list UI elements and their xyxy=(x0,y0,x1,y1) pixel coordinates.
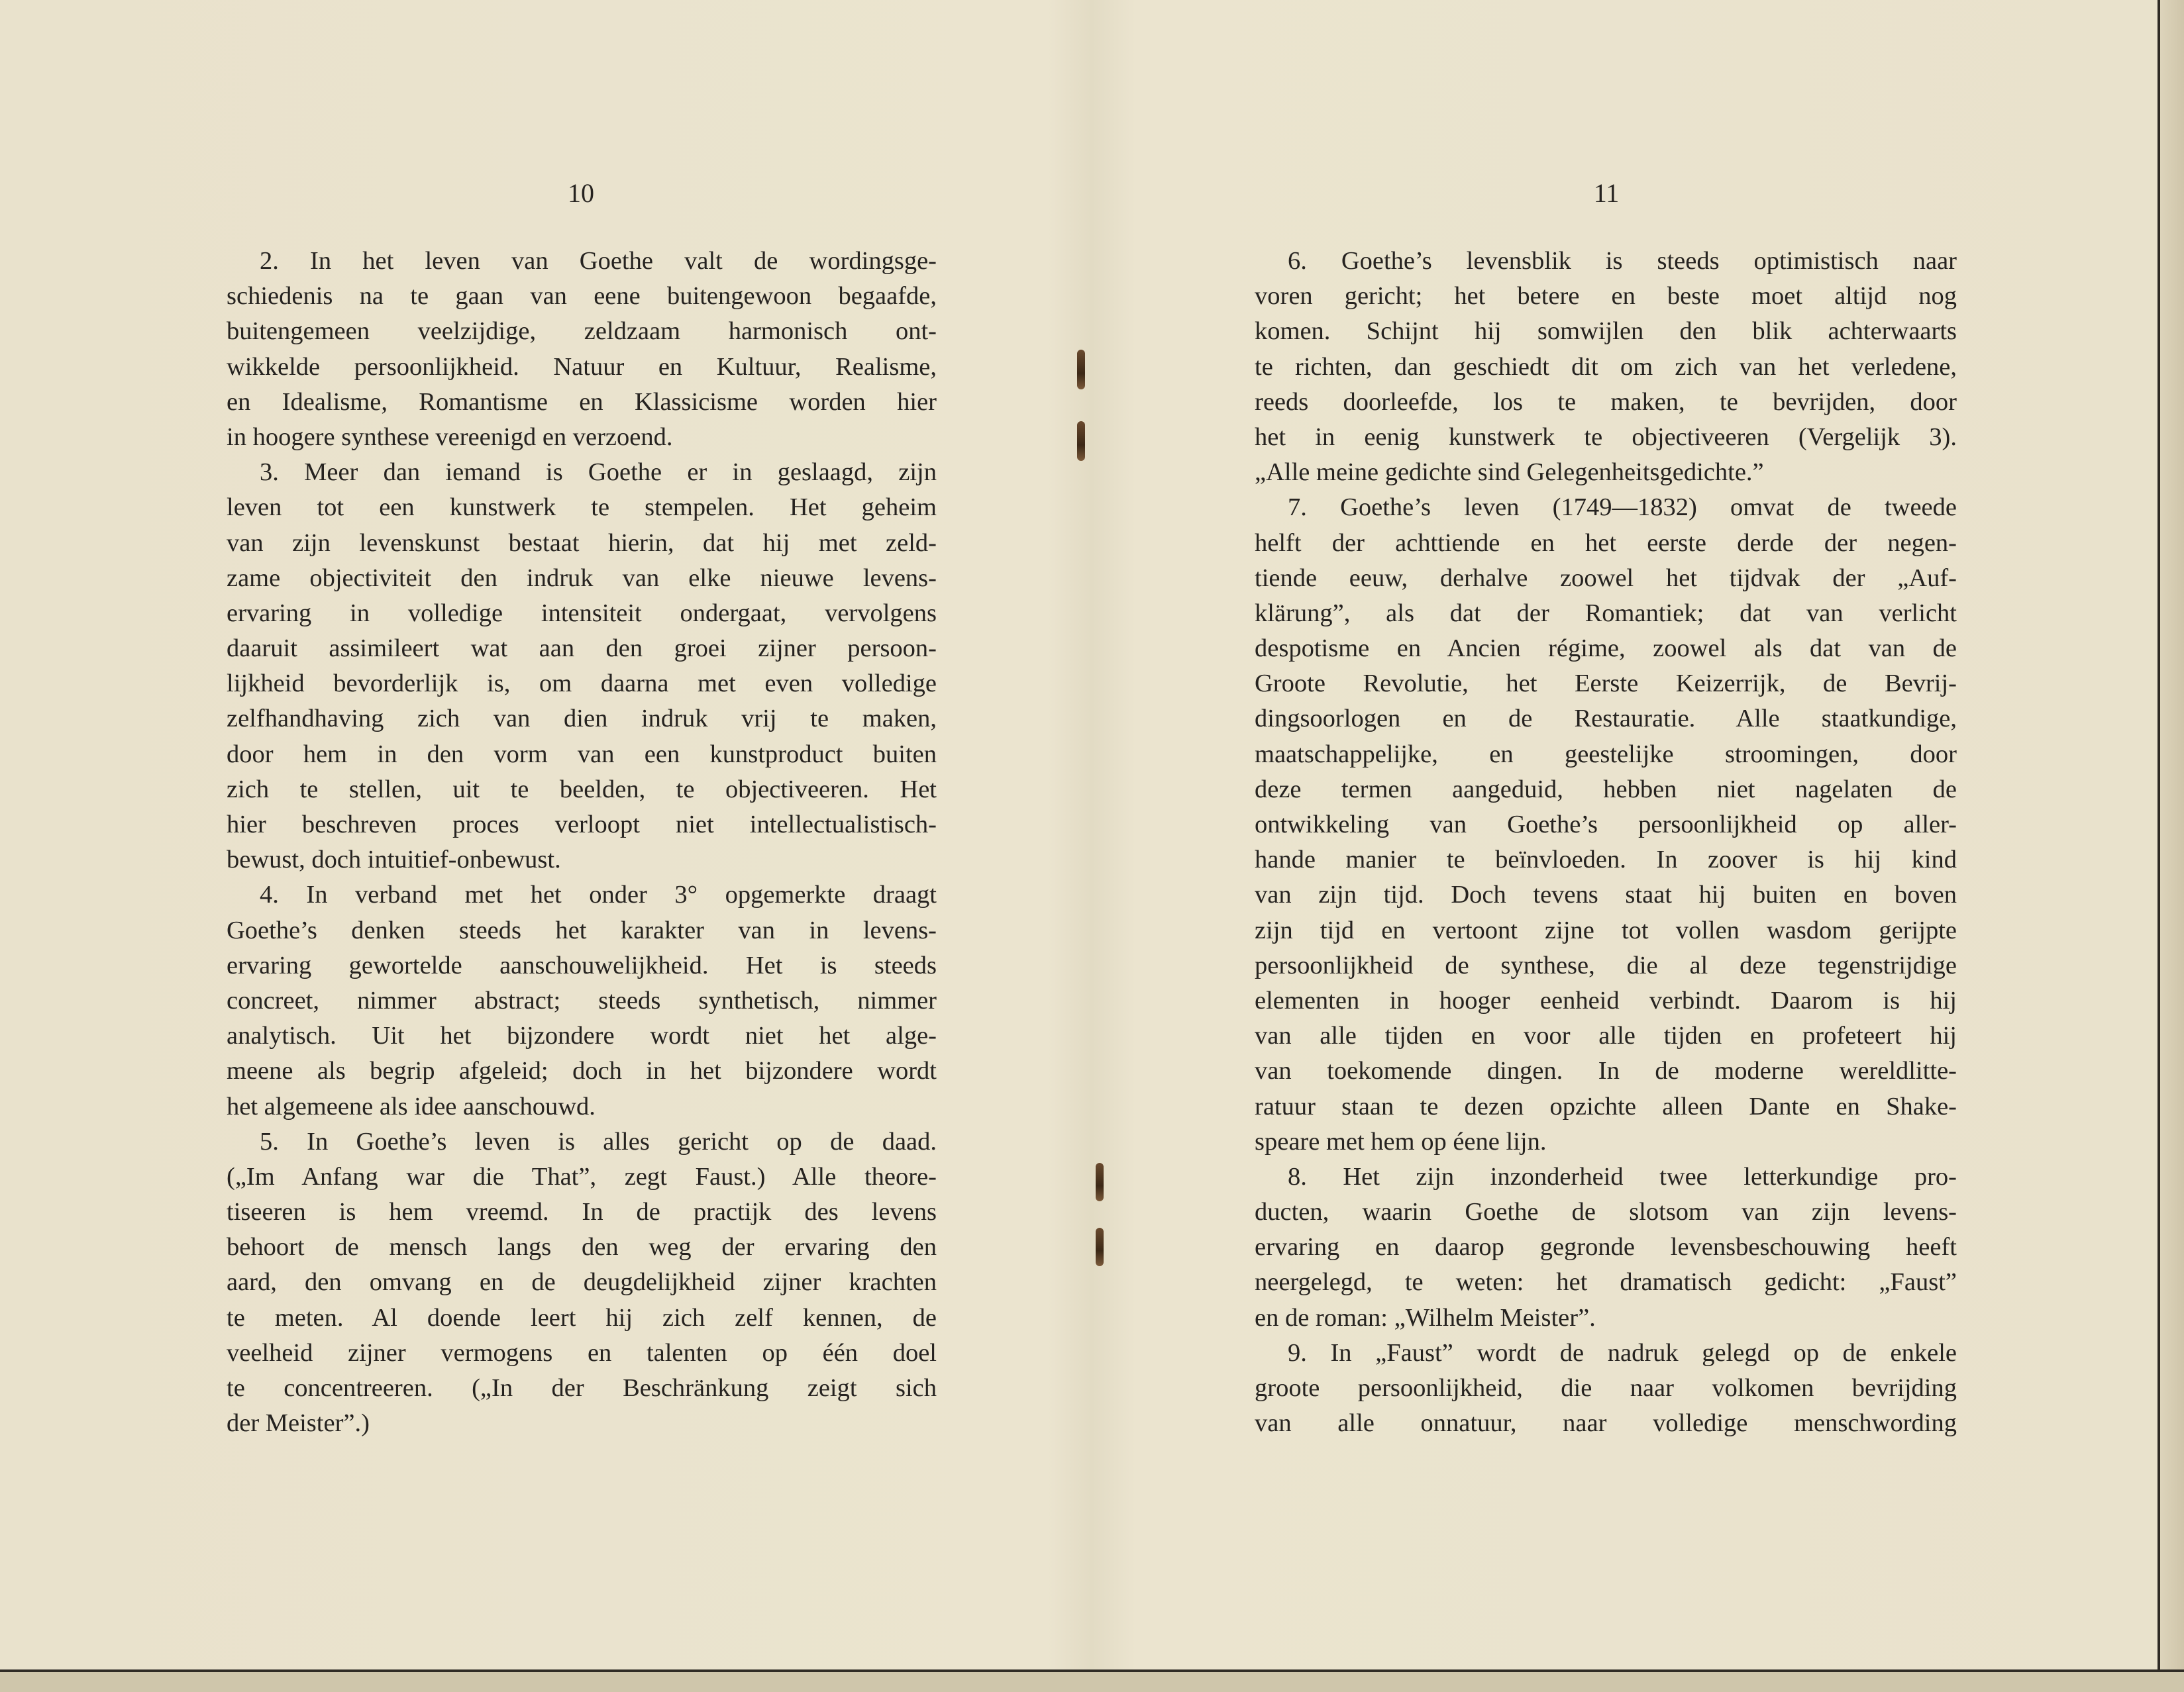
text-column xyxy=(227,244,937,1441)
text-line: tiende eeuw, derhalve zoowel het tijdvak der „Auf- xyxy=(1255,564,1957,592)
text-line: analytisch. Uit het bijzondere wordt niet het alge- xyxy=(227,1022,937,1050)
text-line: te richten, dan geschiedt dit om zich van het verledene, xyxy=(1255,352,1957,381)
text-line: en de roman: „Wilhelm Meister”. xyxy=(1255,1303,1596,1332)
text-line: en Idealisme, Romantisme en Klassicisme worden hier xyxy=(227,387,937,416)
text-line: 8. Het zijn inzonderheid twee letterkundige pro- xyxy=(1288,1162,1957,1191)
text-line: zame objectiviteit den indruk van elke nieuwe levens- xyxy=(227,564,937,592)
text-line: het in eenig kunstwerk te objectiveeren (Vergelijk 3). xyxy=(1255,423,1957,451)
text-line: in hoogere synthese vereenigd en verzoend. xyxy=(227,423,673,451)
text-line: 9. In „Faust” wordt de nadruk gelegd op de enkele xyxy=(1288,1338,1957,1367)
text-line: („Im Anfang war die That”, zegt Faust.) Alle theore- xyxy=(227,1162,937,1191)
text-line: concreet, nimmer abstract; steeds synthetisch, nimmer xyxy=(227,986,937,1015)
text-line: leven tot een kunstwerk te stempelen. Het geheim xyxy=(227,493,937,522)
text-line: neergelegd, te weten: het dramatisch gedicht: „Faust” xyxy=(1255,1268,1957,1297)
right-page xyxy=(1100,0,2159,1669)
text-line: ervaring gewortelde aanschouwelijkheid. Het is steeds xyxy=(227,951,937,979)
text-line: Goethe’s denken steeds het karakter van in levens- xyxy=(227,916,937,944)
text-line: dingsoorlogen en de Restauratie. Alle staatkundige, xyxy=(1255,705,1957,733)
text-line: veelheid zijner vermogens en talenten op één doel xyxy=(227,1338,937,1367)
text-line: 3. Meer dan iemand is Goethe er in geslaagd, zijn xyxy=(260,458,937,487)
text-line: klärung”, als dat der Romantiek; dat van verlicht xyxy=(1255,599,1957,627)
page-edge-bottom xyxy=(0,1669,2184,1692)
text-line: „Alle meine gedichte sind Gelegenheitsgedichte.” xyxy=(1255,458,1764,487)
text-line: zelfhandhaving zich van dien indruk vrij te maken, xyxy=(227,705,937,733)
text-line: bewust, doch intuitief-onbewust. xyxy=(227,846,561,874)
text-line: te concentreeren. („In der Beschränkung zeigt sich xyxy=(227,1374,937,1402)
text-line: meene als begrip afgeleid; doch in het bijzondere wordt xyxy=(227,1057,937,1085)
text-line: van alle onnatuur, naar volledige menschwording xyxy=(1255,1409,1957,1438)
text-line: deze termen aangeduid, hebben niet nagelaten de xyxy=(1255,775,1957,803)
text-line: van zijn levenskunst bestaat hierin, dat hij met zeld- xyxy=(227,528,937,557)
text-column xyxy=(1255,244,1957,1441)
text-line: 2. In het leven van Goethe valt de wordingsge- xyxy=(260,247,937,275)
text-line: 6. Goethe’s levensblik is steeds optimistisch naar xyxy=(1288,247,1957,275)
text-line: ducten, waarin Goethe de slotsom van zijn levens- xyxy=(1255,1198,1957,1226)
text-line: lijkheid bevorderlijk is, om daarna met even volledige xyxy=(227,670,937,698)
text-line: 4. In verband met het onder 3° opgemerkte draagt xyxy=(260,881,937,909)
text-line: van zijn tijd. Doch tevens staat hij buiten en boven xyxy=(1255,881,1957,909)
text-line: daaruit assimileert wat aan den groei zijner persoon- xyxy=(227,634,937,663)
text-line: tiseeren is hem vreemd. In de practijk des levens xyxy=(227,1198,937,1226)
text-line: schiedenis na te gaan van eene buitengewoon begaafde, xyxy=(227,282,937,311)
text-line: ervaring en daarop gegronde levensbeschouwing heeft xyxy=(1255,1233,1957,1262)
text-line: zijn tijd en vertoont zijne tot vollen wasdom gerijpte xyxy=(1255,916,1957,944)
text-line: elementen in hooger eenheid verbindt. Daarom is hij xyxy=(1255,986,1957,1015)
text-line: 7. Goethe’s leven (1749—1832) omvat de tweede xyxy=(1288,493,1957,522)
text-line: helft der achttiende en het eerste derde der negen- xyxy=(1255,528,1957,557)
text-line: zich te stellen, uit te beelden, te objectiveeren. Het xyxy=(227,775,937,803)
text-line: persoonlijkheid de synthese, die al deze tegenstrijdige xyxy=(1255,951,1957,979)
text-line: door hem in den vorm van een kunstproduct buiten xyxy=(227,740,937,768)
text-line: te meten. Al doende leert hij zich zelf kennen, de xyxy=(227,1303,937,1332)
text-line: van alle tijden en voor alle tijden en profeteert hij xyxy=(1255,1022,1957,1050)
text-line: reeds doorleefde, los te maken, te bevrijden, door xyxy=(1255,387,1957,416)
text-line: der Meister”.) xyxy=(227,1409,370,1438)
text-line: ontwikkeling van Goethe’s persoonlijkheid op aller- xyxy=(1255,811,1957,838)
text-line: groote persoonlijkheid, die naar volkomen bevrijding xyxy=(1255,1374,1957,1402)
text-line: despotisme en Ancien régime, zoowel als dat van de xyxy=(1255,634,1957,663)
page-number: 11 xyxy=(1593,178,1620,208)
text-line: buitengemeen veelzijdige, zeldzaam harmonisch ont- xyxy=(227,317,937,346)
text-line: ratuur staan te dezen opzichte alleen Dante en Shake- xyxy=(1255,1092,1957,1120)
text-line: wikkelde persoonlijkheid. Natuur en Kultuur, Realisme, xyxy=(227,352,937,381)
text-line: hande manier te beïnvloeden. In zoover is hij kind xyxy=(1255,846,1957,874)
text-line: speare met hem op éene lijn. xyxy=(1255,1127,1547,1156)
text-line: voren gericht; het betere en beste moet altijd nog xyxy=(1255,282,1957,311)
text-line: ervaring in volledige intensiteit ondergaat, vervolgens xyxy=(227,599,937,627)
text-line: Groote Revolutie, het Eerste Keizerrijk, de Bevrij- xyxy=(1255,670,1957,698)
text-line: behoort de mensch langs den weg der ervaring den xyxy=(227,1233,937,1262)
text-line: 5. In Goethe’s leven is alles gericht op de daad. xyxy=(260,1127,937,1156)
text-line: aard, den omvang en de deugdelijkheid zijner krachten xyxy=(227,1268,937,1297)
text-line: komen. Schijnt hij somwijlen den blik achterwaarts xyxy=(1255,317,1957,346)
text-line: maatschappelijke, en geestelijke stroomingen, door xyxy=(1255,740,1957,768)
page-edge-right xyxy=(2158,0,2184,1692)
page-number: 10 xyxy=(568,178,594,208)
left-page xyxy=(0,0,1086,1669)
text-line: hier beschreven proces verloopt niet intellectualistisch- xyxy=(227,811,937,838)
text-line: van toekomende dingen. In de moderne wereldlitte- xyxy=(1255,1057,1957,1085)
text-line: het algemeene als idee aanschouwd. xyxy=(227,1092,596,1120)
